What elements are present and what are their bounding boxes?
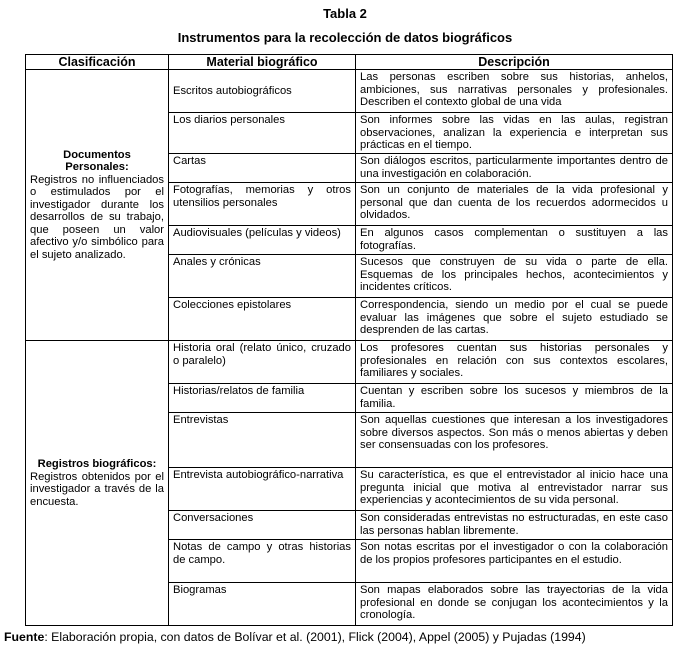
classification-cell: [26, 341, 169, 626]
description-cell: Los profesores cuentan sus historias personales y profesionales en relación con sus contextos escolares, familiares y sociales.: [356, 341, 673, 384]
table-title: Instrumentos para la recolección de datos biográficos: [177, 30, 513, 45]
description-cell: Son mapas elaborados sobre las trayectorias de la vida profesional en donde se conjugan los acontecimientos y la cronología.: [356, 583, 673, 626]
description-cell: Correspondencia, siendo un medio por el cual se puede evaluar las imágenes que sobre el sujeto estudiado se desprenden de las cartas.: [356, 298, 673, 341]
source-text: : Elaboración propia, con datos de Bolívar et al. (2001), Flick (2004), Appel (2005) y Pujadas (1994): [44, 630, 586, 644]
header-descripcion: Descripción: [356, 55, 673, 70]
material-cell: Colecciones epistolares: [169, 298, 356, 341]
material-cell: Cartas: [169, 154, 356, 183]
classification-title: Registros biográficos:: [37, 458, 157, 470]
material-cell: Entrevistas: [169, 413, 356, 468]
classification-text: Registros obtenidos por el investigador a través de la encuesta.: [30, 470, 164, 508]
table-number: Tabla 2: [323, 6, 367, 21]
description-cell: Son consideradas entrevistas no estructuradas, en este caso las personas hablan libremente.: [356, 511, 673, 540]
material-cell: Notas de campo y otras historias de campo.: [169, 540, 356, 583]
material-cell: Entrevista autobiográfico-narrativa: [169, 468, 356, 511]
description-cell: Cuentan y escriben sobre los sucesos y miembros de la familia.: [356, 384, 673, 413]
table-row: [26, 341, 673, 384]
header-material: Material biográfico: [169, 55, 356, 70]
material-cell: Los diarios personales: [169, 113, 356, 154]
classification-title: Documentos Personales:: [63, 148, 131, 174]
description-cell: Son notas escritas por el investigador o con la colaboración de los propios profesores participantes en el estudio.: [356, 540, 673, 583]
description-cell: Son aquellas cuestiones que interesan a los investigadores sobre diversos aspectos. Son más o menos abiertas y deben ser consensuadas con los profesores.: [356, 413, 673, 468]
biographic-instruments-table: [25, 54, 673, 626]
table-header-row: [26, 55, 673, 70]
description-cell: Su característica, es que el entrevistador al inicio hace una pregunta inicial que motiva al entrevistador narrar sus experiencias y acontecimientos de su vida personal.: [356, 468, 673, 511]
material-cell: Historia oral (relato único, cruzado o paralelo): [169, 341, 356, 384]
material-cell: Escritos autobiográficos: [169, 70, 356, 113]
description-cell: Son un conjunto de materiales de la vida profesional y personal que dan cuenta de los recuerdos adormecidos u olvidados.: [356, 183, 673, 226]
description-cell: Son informes sobre las vidas en las aulas, registran observaciones, analizan la experiencia e interpretan sus prácticas en el tiempo.: [356, 113, 673, 154]
source-label: Fuente: [4, 630, 45, 644]
material-cell: Audiovisuales (películas y videos): [169, 226, 356, 255]
material-cell: Historias/relatos de familia: [169, 384, 356, 413]
material-cell: Fotografías, memorias y otros utensilios personales: [169, 183, 356, 226]
material-cell: Conversaciones: [169, 511, 356, 540]
material-cell: Anales y crónicas: [169, 255, 356, 298]
description-cell: Son diálogos escritos, particularmente importantes dentro de una investigación en colaboración.: [356, 154, 673, 183]
table-row: [26, 70, 673, 113]
description-cell: En algunos casos complementan o sustituyen a las fotografías.: [356, 226, 673, 255]
description-cell: Las personas escriben sobre sus historias, anhelos, ambiciones, sus narrativas personales y profesionales. Describen el contexto global de una vida: [356, 70, 673, 113]
source-note: [4, 630, 586, 644]
header-clasificacion: Clasificación: [26, 55, 169, 70]
classification-text: Registros no influenciados o estimulados por el investigador durante los desarrollos de su trabajo, que poseen un valor afectivo y/o simbólico para el sujeto analizado.: [30, 173, 164, 261]
material-cell: Biogramas: [169, 583, 356, 626]
classification-cell: [26, 70, 169, 341]
description-cell: Sucesos que construyen de su vida o parte de ella. Esquemas de los principales hechos, acontecimientos y incidentes críticos.: [356, 255, 673, 298]
